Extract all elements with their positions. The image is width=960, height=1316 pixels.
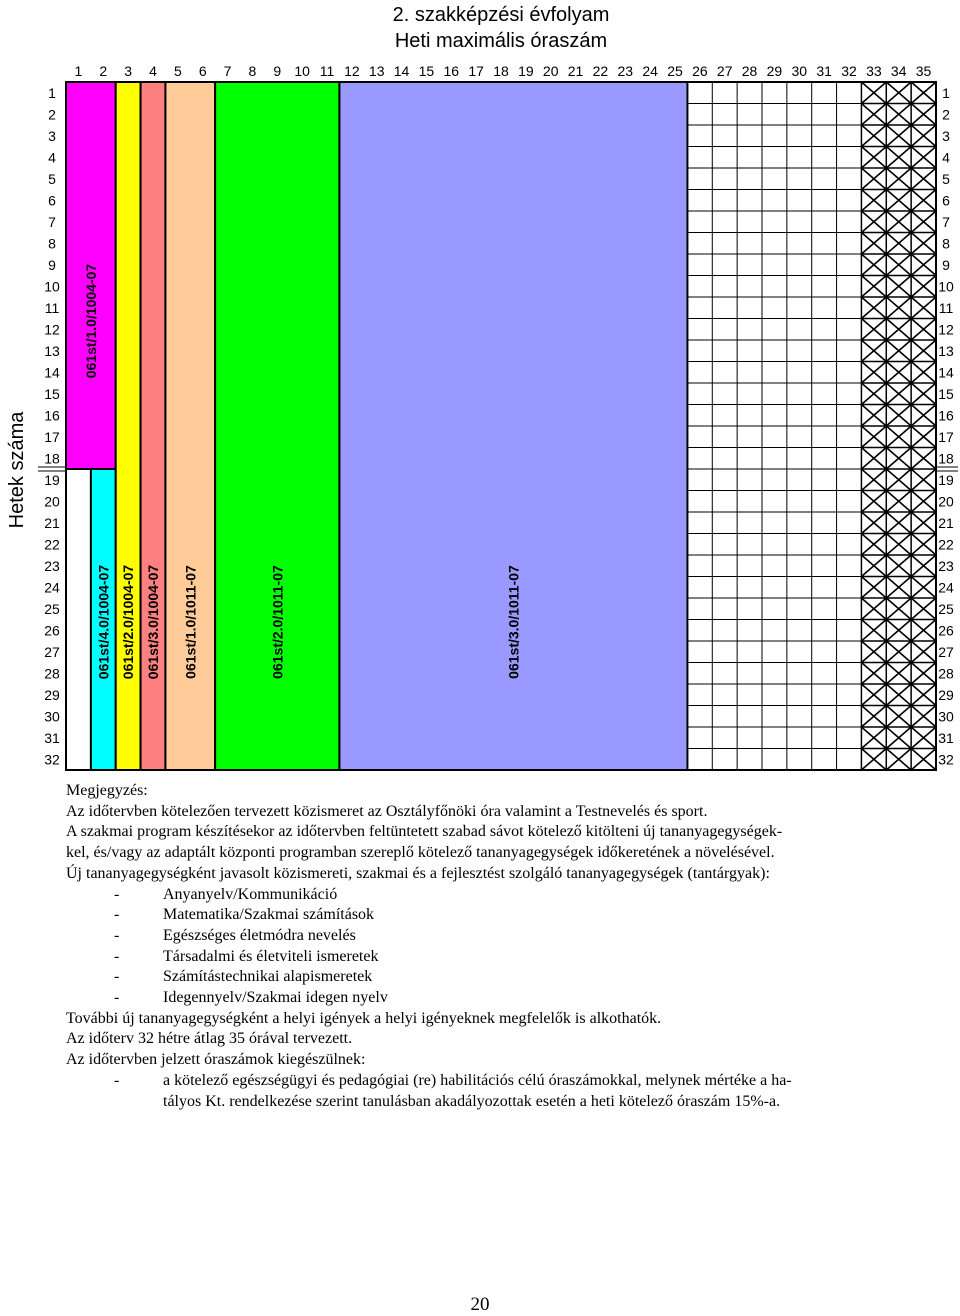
subject-block-label: 061st/3.0/1011-07 (505, 565, 522, 679)
list-item-text: Társadalmi és életviteli ismeretek (163, 947, 379, 965)
notes-section (66, 781, 896, 1112)
hour-tick-label: 10 (294, 63, 310, 79)
subject-block-label: 061st/1.0/1004-07 (82, 263, 99, 379)
hour-tick-label: 7 (223, 63, 232, 79)
hour-tick-label: 3 (124, 63, 133, 79)
hour-tick-label: 30 (791, 63, 808, 79)
hour-tick-label: 15 (418, 63, 435, 79)
chart-title-line1: 2. szakképzési évfolyam (392, 4, 610, 26)
week-tick-label-right: 2 (942, 106, 950, 123)
week-tick-label-right: 31 (938, 729, 954, 746)
week-tick-label-right: 28 (938, 665, 954, 682)
week-tick-label-left: 9 (48, 256, 56, 273)
week-tick-label-right: 16 (938, 407, 954, 424)
hour-tick-label: 4 (149, 63, 157, 79)
week-tick-label-right: 30 (938, 708, 954, 725)
week-tick-label-left: 12 (44, 321, 60, 338)
week-tick-label-right: 22 (938, 536, 954, 553)
list-dash: - (114, 926, 120, 944)
week-tick-label-left: 4 (48, 149, 56, 166)
week-tick-label-left: 22 (44, 536, 60, 553)
week-tick-label-right: 19 (938, 471, 954, 488)
hour-tick-label: 18 (493, 63, 509, 79)
week-tick-label-left: 29 (44, 686, 60, 703)
list-dash: - (114, 885, 120, 903)
week-tick-label-right: 9 (942, 256, 950, 273)
week-tick-label-right: 3 (942, 127, 950, 144)
y-axis-label: Hetek száma (6, 411, 28, 529)
week-tick-label-left: 17 (44, 428, 60, 445)
week-tick-label-left: 30 (44, 708, 60, 725)
week-tick-label-right: 14 (938, 364, 954, 381)
notes-paragraph-2-line1: A szakmai program készítésekor az időtervben feltüntetett szabad sávot kötelező kitölteni új tananyagegységek- (66, 823, 783, 841)
hour-tick-label: 23 (617, 63, 634, 79)
hour-tick-label: 29 (766, 63, 783, 79)
list-dash: - (114, 1071, 120, 1089)
list-item (66, 947, 896, 968)
list-item-wrapped (66, 1071, 896, 1092)
week-tick-label-left: 23 (44, 557, 60, 574)
week-tick-label-right: 8 (942, 235, 950, 252)
list-dash: - (114, 906, 120, 924)
hour-tick-label: 8 (248, 63, 257, 79)
hour-tick-label: 19 (518, 63, 534, 79)
list-item-continuation (66, 1092, 896, 1113)
week-tick-label-left: 8 (48, 235, 56, 252)
list-dash: - (114, 968, 120, 986)
week-tick-label-left: 19 (44, 471, 60, 488)
week-tick-label-left: 26 (44, 622, 60, 639)
week-tick-label-left: 25 (44, 600, 60, 617)
hour-tick-label: 13 (368, 63, 385, 79)
week-tick-label-left: 5 (48, 170, 56, 187)
subject-block-label: 061st/2.0/1011-07 (269, 565, 286, 679)
hour-tick-label: 17 (468, 63, 484, 79)
hour-tick-label: 34 (890, 63, 907, 79)
hour-tick-label: 32 (841, 63, 857, 79)
hour-tick-label: 6 (198, 63, 207, 79)
week-tick-label-left: 7 (48, 213, 56, 230)
page-number: 20 (470, 1294, 490, 1315)
week-tick-label-right: 17 (938, 428, 954, 445)
subject-block-label: 061st/2.0/1004-07 (120, 564, 137, 680)
week-tick-label-right: 13 (938, 342, 954, 359)
week-tick-label-right: 12 (938, 321, 954, 338)
week-tick-label-right: 20 (938, 493, 954, 510)
list-item-text: Számítástechnikai alapismeretek (163, 968, 373, 986)
hour-tick-label: 1 (74, 63, 83, 79)
chart-blocks (66, 82, 687, 770)
week-tick-label-right: 29 (938, 686, 954, 703)
week-tick-label-left: 20 (44, 493, 60, 510)
notes-heading: Megjegyzés: (66, 782, 148, 799)
hour-tick-label: 33 (866, 63, 882, 79)
hour-tick-label: 25 (667, 63, 683, 79)
notes-paragraph-2-line2: kel, és/vagy az adaptált központi programban szereplő kötelező tananyagegységek időkeretének a növelésével. (66, 844, 775, 862)
hour-tick-label: 20 (542, 63, 559, 79)
notes-paragraph-3: Új tananyagegységként javasolt közismereti, szakmai és a fejlesztést szolgáló tananyagegységek (tantárgyak): (66, 864, 770, 882)
list-item (66, 905, 896, 926)
hour-tick-label: 5 (173, 63, 182, 79)
hour-tick-label: 24 (642, 63, 658, 79)
week-tick-label-left: 16 (44, 407, 60, 424)
hour-tick-label: 27 (716, 63, 733, 79)
hour-tick-label: 11 (319, 63, 335, 79)
week-tick-label-left: 10 (44, 278, 60, 295)
list-dash: - (114, 989, 120, 1007)
week-tick-label-left: 6 (48, 192, 56, 209)
hour-tick-label: 21 (567, 63, 584, 79)
hour-tick-label: 9 (273, 63, 282, 79)
week-tick-label-left: 21 (44, 514, 60, 531)
week-tick-label-right: 6 (942, 192, 950, 209)
hour-tick-label: 2 (99, 63, 108, 79)
notes-paragraph-1: Az időtervben kötelezően tervezett közismeret az Osztályfőnöki óra valamint a Testnevelés és sport. (66, 802, 708, 820)
list-dash: - (114, 947, 120, 965)
week-tick-label-left: 3 (48, 127, 56, 144)
hour-tick-label: 35 (915, 63, 932, 79)
hour-tick-label: 14 (393, 63, 410, 79)
week-tick-label-right: 26 (938, 622, 954, 639)
week-tick-label-left: 11 (44, 299, 60, 316)
list-item-text: Matematika/Szakmai számítások (163, 906, 375, 924)
list-item-text: Egészséges életmódra nevelés (163, 926, 356, 944)
week-tick-label-left: 13 (44, 342, 60, 359)
week-tick-label-left: 28 (44, 665, 60, 682)
list-item-text-line2: tályos Kt. rendelkezése szerint tanulásban akadályozottak esetén a heti kötelező óraszám 15%-a. (163, 1092, 781, 1110)
week-tick-label-right: 25 (938, 600, 954, 617)
hour-tick-label: 28 (741, 63, 758, 79)
notes-paragraph-6: Az időtervben jelzett óraszámok kiegészülnek: (66, 1051, 366, 1069)
subject-block-label: 061st/4.0/1004-07 (95, 564, 112, 680)
week-tick-label-right: 10 (938, 278, 954, 295)
week-tick-label-right: 21 (938, 514, 954, 531)
week-tick-label-right: 15 (938, 385, 954, 402)
list-item (66, 926, 896, 947)
week-tick-label-left: 24 (44, 579, 60, 596)
week-tick-label-right: 27 (938, 643, 954, 660)
hour-tick-label: 31 (816, 63, 832, 79)
chart-title-line2: Heti maximális óraszám (394, 30, 608, 52)
week-tick-label-left: 27 (44, 643, 60, 660)
week-tick-label-left: 15 (44, 385, 60, 402)
list-item (66, 988, 896, 1009)
notes-paragraph-5: Az időterv 32 hétre átlag 35 órával tervezett. (66, 1030, 353, 1048)
week-tick-label-right: 11 (938, 299, 954, 316)
list-item (66, 885, 896, 906)
week-tick-label-right: 18 (938, 450, 954, 467)
week-tick-label-left: 31 (44, 729, 60, 746)
week-tick-label-right: 5 (942, 170, 950, 187)
week-tick-label-right: 1 (942, 84, 950, 101)
week-tick-label-right: 32 (938, 751, 954, 768)
week-tick-label-left: 18 (44, 450, 60, 467)
hour-tick-label: 12 (344, 63, 360, 79)
week-tick-label-left: 2 (48, 106, 56, 123)
week-tick-label-left: 32 (44, 751, 60, 768)
list-item (66, 967, 896, 988)
notes-paragraph-4: További új tananyagegységként a helyi igények a helyi igényeknek megfelelők is alkothatók. (66, 1009, 662, 1027)
week-tick-label-left: 1 (48, 84, 56, 101)
subject-block-label: 061st/3.0/1004-07 (144, 564, 161, 680)
hour-tick-label: 22 (592, 63, 609, 79)
week-tick-label-right: 24 (938, 579, 954, 596)
hour-tick-label: 26 (692, 63, 708, 79)
list-item-text: Idegennyelv/Szakmai idegen nyelv (163, 989, 388, 1007)
hour-tick-label: 16 (443, 63, 460, 79)
list-item-text-line1: a kötelező egészségügyi és pedagógiai (re) habilitációs célú óraszámokkal, melynek mértéke a ha- (163, 1071, 792, 1089)
subject-block-label: 061st/1.0/1011-07 (182, 565, 199, 679)
week-tick-label-right: 4 (942, 149, 950, 166)
week-tick-label-right: 23 (938, 557, 954, 574)
week-tick-label-right: 7 (942, 213, 950, 230)
list-item-text: Anyanyelv/Kommunikáció (163, 885, 338, 903)
week-tick-label-left: 14 (44, 364, 60, 381)
